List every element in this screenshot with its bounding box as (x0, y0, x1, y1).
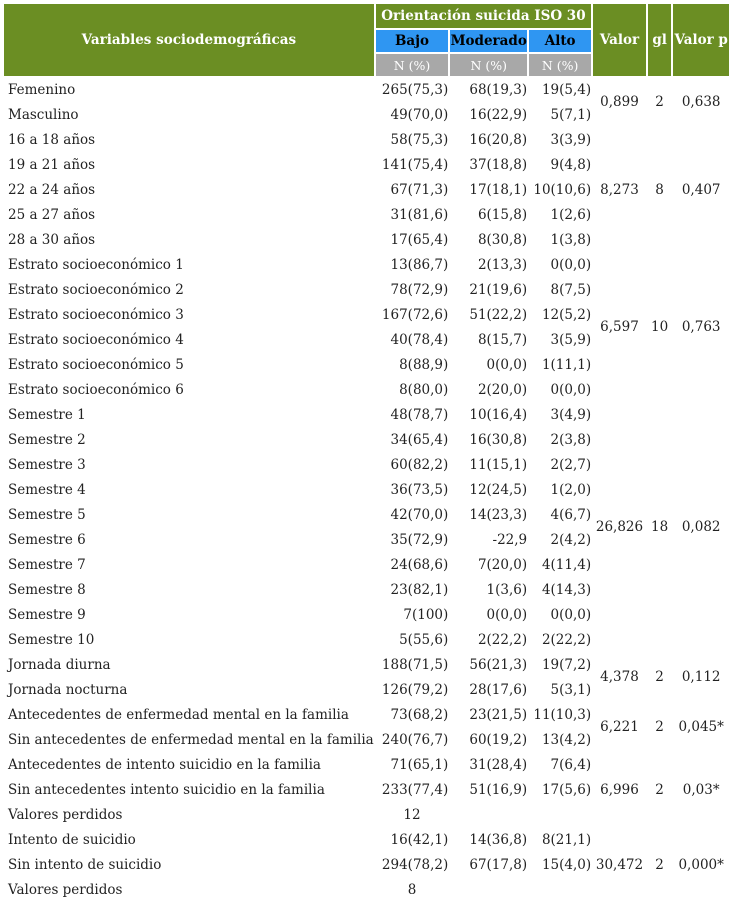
cell-alto: 5(7,1) (550, 106, 592, 123)
variable-label: 25 a 27 años (8, 206, 96, 223)
cell-valor: 30,472 (595, 856, 644, 873)
cell-bajo: 34(65,4) (390, 431, 449, 448)
cell-bajo: 35(72,9) (390, 531, 449, 548)
cell-alto: 7(6,4) (550, 756, 592, 773)
cell-alto: 4(14,3) (541, 581, 592, 598)
cell-alto: 3(3,9) (550, 131, 592, 148)
variable-label: Masculino (8, 106, 79, 123)
cell-moderado: 28(17,6) (469, 681, 528, 698)
header-valor-p: Valor p (673, 4, 729, 76)
cell-moderado: 11(15,1) (469, 456, 528, 473)
variable-label: Estrato socioeconómico 3 (8, 306, 184, 323)
header-variables: Variables sociodemográficas (4, 4, 374, 76)
cell-valor: 6,996 (600, 781, 639, 798)
cell-alto: 3(4,9) (550, 406, 592, 423)
cell-alto: 17(5,6) (541, 781, 592, 798)
cell-alto: 5(3,1) (550, 681, 592, 698)
cell-alto: 3(5,9) (550, 331, 592, 348)
variable-label: Intento de suicidio (8, 831, 136, 848)
cell-moderado: 6(15,8) (477, 206, 528, 223)
cell-gl: 2 (655, 856, 664, 873)
table-row (4, 128, 729, 151)
variable-label: Estrato socioeconómico 1 (8, 256, 184, 273)
cell-alto: 19(7,2) (541, 656, 592, 673)
cell-alto (529, 803, 591, 826)
cell-valor-p: 0,407 (681, 181, 721, 198)
table-row (4, 253, 729, 276)
cell-bajo: 126(79,2) (381, 681, 449, 698)
cell-alto (529, 878, 591, 901)
cell-bajo: 188(71,5) (381, 656, 449, 673)
cell-moderado: 51(22,2) (469, 306, 528, 323)
variable-label: Sin intento de suicidio (8, 856, 162, 873)
cell-bajo: 17(65,4) (390, 231, 449, 248)
cell-bajo: 12 (403, 806, 421, 823)
variable-label: Semestre 10 (8, 631, 95, 648)
cell-valor-p: 0,000* (678, 856, 724, 873)
cell-moderado: 23(21,5) (469, 706, 528, 723)
variable-label: Sin antecedentes de enfermedad mental en la familia (8, 731, 374, 748)
cell-valor: 26,826 (595, 519, 644, 535)
cell-bajo: 23(82,1) (390, 581, 449, 598)
cell-bajo: 5(55,6) (399, 631, 449, 648)
cell-moderado: 2(13,3) (477, 256, 528, 273)
cell-valor: 6,221 (600, 719, 639, 735)
cell-bajo: 31(81,6) (390, 206, 449, 223)
cell-alto: 1(11,1) (541, 356, 592, 373)
cell-moderado: 2(22,2) (477, 631, 528, 648)
cell-alto: 15(4,0) (541, 856, 592, 873)
cell-bajo: 78(72,9) (390, 281, 449, 298)
cell-valor: 8,273 (600, 181, 639, 198)
cell-moderado: 10(16,4) (469, 406, 528, 423)
table-row (4, 753, 729, 776)
variable-label: 19 a 21 años (8, 156, 96, 173)
cell-gl: 2 (655, 94, 664, 110)
cell-bajo: 240(76,7) (381, 731, 449, 748)
variable-label: Semestre 7 (8, 556, 86, 573)
cell-bajo: 13(86,7) (390, 256, 449, 273)
cell-moderado: 67(17,8) (469, 856, 528, 873)
variable-label: Antecedentes de enfermedad mental en la familia (8, 706, 349, 723)
table-body (4, 78, 729, 901)
cell-moderado: 16(22,9) (469, 106, 528, 123)
cell-bajo: 40(78,4) (390, 331, 449, 348)
header-moderado: Moderado (450, 30, 527, 52)
cell-moderado (450, 803, 527, 826)
variable-label: Estrato socioeconómico 6 (8, 381, 184, 398)
cell-alto: 8(21,1) (541, 831, 592, 848)
cell-moderado: 7(20,0) (477, 556, 528, 573)
cell-bajo: 294(78,2) (381, 856, 449, 873)
cell-gl: 2 (655, 781, 664, 798)
cell-bajo: 42(70,0) (390, 506, 449, 523)
cell-moderado: -22,9 (492, 531, 528, 548)
cell-alto: 2(2,7) (550, 456, 592, 473)
cell-alto: 11(10,3) (533, 706, 592, 723)
cell-gl: 10 (651, 319, 669, 335)
cell-alto: 1(2,0) (550, 481, 592, 498)
variable-label: 16 a 18 años (8, 131, 96, 148)
cell-bajo: 16(42,1) (390, 831, 449, 848)
variable-label: Valores perdidos (8, 806, 123, 823)
cell-moderado: 31(28,4) (469, 756, 528, 773)
cell-bajo: 24(68,6) (390, 556, 449, 573)
cell-bajo: 233(77,4) (381, 781, 449, 798)
table-row (4, 703, 729, 726)
cell-moderado: 1(3,6) (486, 581, 528, 598)
cell-alto: 2(22,2) (541, 631, 592, 648)
cell-alto: 8(7,5) (550, 281, 592, 298)
cell-bajo: 167(72,6) (381, 306, 449, 323)
cell-valor: 0,899 (600, 94, 639, 110)
variable-label: 28 a 30 años (8, 231, 96, 248)
cell-bajo: 48(78,7) (390, 406, 449, 423)
variable-label: Valores perdidos (8, 881, 123, 898)
cell-moderado: 0(0,0) (486, 606, 528, 623)
cell-alto: 2(3,8) (550, 431, 592, 448)
cell-moderado: 8(30,8) (477, 231, 528, 248)
cell-valor-p: 0,082 (681, 519, 721, 535)
cell-moderado (450, 878, 527, 901)
variable-label: Antecedentes de intento suicidio en la familia (8, 756, 321, 773)
cell-moderado: 0(0,0) (486, 356, 528, 373)
table-row (4, 653, 729, 676)
cell-alto: 13(4,2) (541, 731, 592, 748)
cell-moderado: 17(18,1) (469, 181, 528, 198)
cell-alto: 1(2,6) (550, 206, 592, 223)
header-orientation: Orientación suicida ISO 30 (376, 4, 591, 28)
cell-bajo: 49(70,0) (390, 106, 449, 123)
variable-label: Semestre 9 (8, 606, 86, 623)
cell-moderado: 14(36,8) (469, 831, 528, 848)
cell-valor: 4,378 (600, 669, 639, 685)
variable-label: Femenino (8, 81, 76, 98)
variable-label: Estrato socioeconómico 2 (8, 281, 184, 298)
cell-moderado: 2(20,0) (477, 381, 528, 398)
cell-bajo: 67(71,3) (390, 181, 449, 198)
header-valor: Valor (593, 4, 646, 76)
cell-valor-p: 0,638 (681, 94, 721, 110)
cell-alto: 0(0,0) (550, 606, 592, 623)
cell-bajo: 141(75,4) (381, 156, 449, 173)
variable-label: Semestre 2 (8, 431, 86, 448)
variable-label: Estrato socioeconómico 5 (8, 356, 184, 373)
cell-moderado: 68(19,3) (469, 81, 528, 98)
variable-label: 22 a 24 años (8, 181, 96, 198)
cell-alto: 4(6,7) (550, 506, 592, 523)
table-row (4, 78, 729, 101)
cell-bajo: 71(65,1) (390, 756, 449, 773)
cell-alto: 10(10,6) (533, 181, 592, 198)
cell-valor-p: 0,03* (682, 781, 720, 798)
cell-gl: 8 (655, 181, 664, 198)
cell-alto: 4(11,4) (541, 556, 592, 573)
variable-label: Semestre 1 (8, 406, 86, 423)
variable-label: Sin antecedentes intento suicidio en la familia (8, 781, 325, 798)
variable-label: Semestre 8 (8, 581, 86, 598)
cell-moderado: 21(19,6) (469, 281, 528, 298)
cell-gl: 2 (655, 669, 664, 685)
cell-alto: 0(0,0) (550, 256, 592, 273)
header-n-pct-bajo: N (%) (376, 54, 449, 76)
cell-alto: 0(0,0) (550, 381, 592, 398)
cell-valor-p: 0,112 (681, 669, 721, 685)
cell-valor-p: 0,045* (678, 719, 724, 735)
cell-alto: 9(4,8) (550, 156, 592, 173)
variable-label: Semestre 4 (8, 481, 86, 498)
table-row (4, 403, 729, 426)
table-row (4, 828, 729, 851)
cell-valor: 6,597 (600, 319, 639, 335)
cell-moderado: 56(21,3) (469, 656, 528, 673)
cell-bajo: 73(68,2) (390, 706, 449, 723)
cell-gl: 2 (655, 719, 664, 735)
variable-label: Semestre 6 (8, 531, 86, 548)
cell-gl: 18 (651, 519, 669, 535)
cell-bajo: 7(100) (403, 606, 449, 623)
cell-moderado: 12(24,5) (469, 481, 528, 498)
variable-label: Semestre 5 (8, 506, 86, 523)
cell-bajo: 60(82,2) (390, 456, 449, 473)
cell-bajo: 8 (407, 881, 417, 898)
cell-moderado: 16(20,8) (469, 131, 528, 148)
cell-bajo: 8(80,0) (399, 381, 449, 398)
header-n-pct-alto: N (%) (529, 54, 591, 76)
cell-moderado: 37(18,8) (469, 156, 528, 173)
cell-valor-p: 0,763 (681, 319, 721, 335)
header-bajo: Bajo (376, 30, 449, 52)
cell-bajo: 36(73,5) (390, 481, 449, 498)
cell-alto: 1(3,8) (550, 231, 592, 248)
header-gl: gl (648, 4, 672, 76)
cell-alto: 2(4,2) (550, 531, 592, 548)
results-table (2, 2, 731, 903)
cell-bajo: 8(88,9) (399, 356, 449, 373)
variable-label: Estrato socioeconómico 4 (8, 331, 184, 348)
cell-moderado: 51(16,9) (469, 781, 528, 798)
variable-label: Jornada diurna (8, 656, 111, 673)
cell-bajo: 265(75,3) (381, 81, 449, 98)
header-alto: Alto (529, 30, 591, 52)
header-n-pct-moderado: N (%) (450, 54, 527, 76)
cell-bajo: 58(75,3) (390, 131, 449, 148)
cell-moderado: 8(15,7) (477, 331, 528, 348)
variable-label: Semestre 3 (8, 456, 86, 473)
variable-label: Jornada nocturna (8, 681, 128, 698)
cell-alto: 12(5,2) (541, 306, 592, 323)
cell-alto: 19(5,4) (541, 81, 592, 98)
cell-moderado: 14(23,3) (469, 506, 528, 523)
cell-moderado: 60(19,2) (469, 731, 528, 748)
cell-moderado: 16(30,8) (469, 431, 528, 448)
